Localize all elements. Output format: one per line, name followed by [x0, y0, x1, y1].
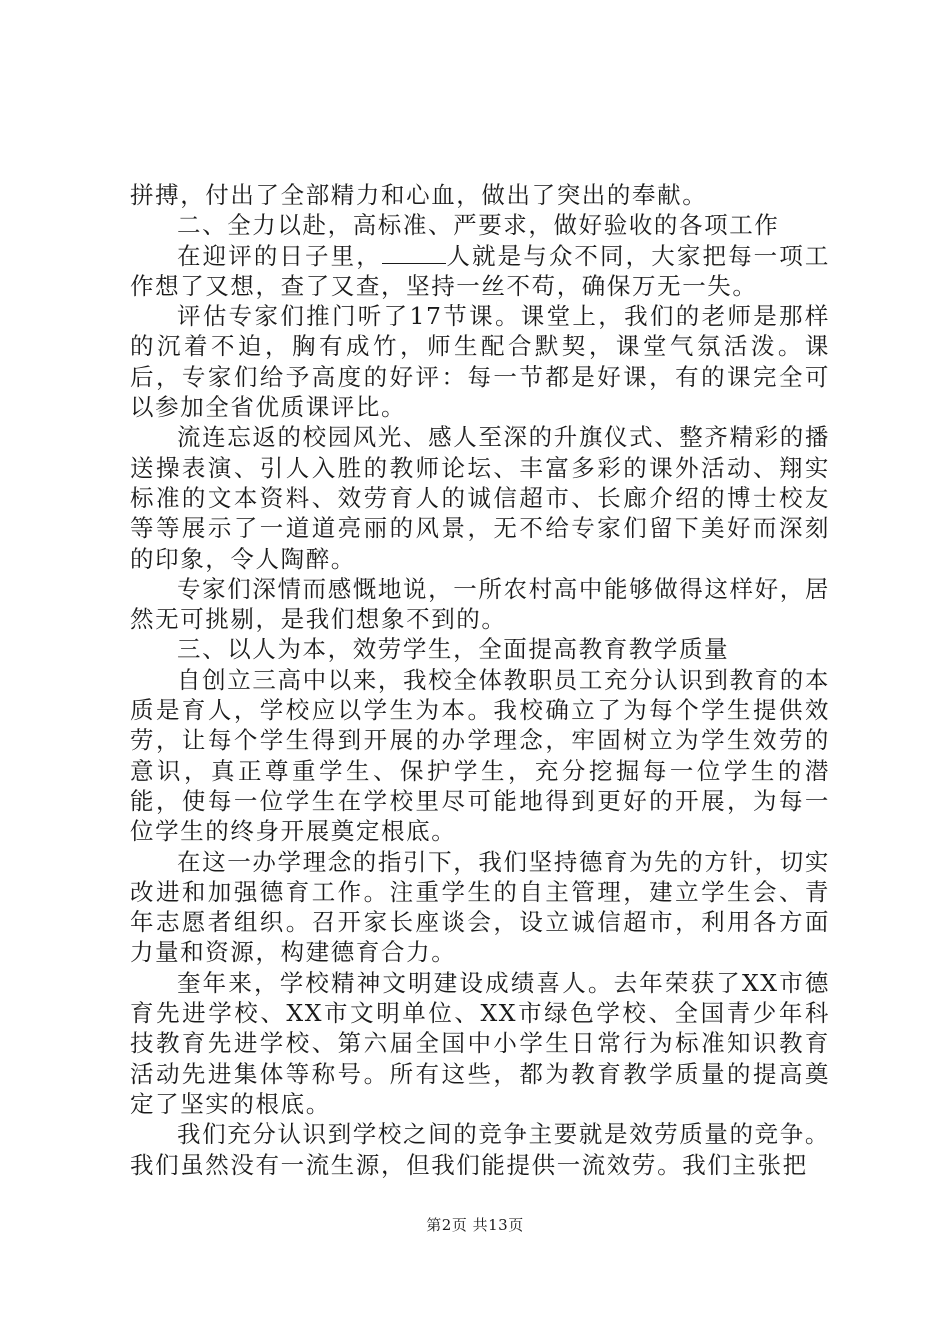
section-heading-3: 三、以人为本，效劳学生，全面提高教育教学质量 — [177, 635, 730, 664]
paragraph-4: 评估专家们推门听了17节课。课堂上，我们的老师是那样的沉着不迫，胸有成竹，师生配合默契，课堂气氛活泼。课后，专家们给予高度的好评：每一节都是好课，有的课完全可以参加全省优质课评比。 — [130, 302, 830, 422]
paragraph-6: 专家们深情而感慨地说，一所农村高中能够做得这样好，居然无可挑剔，是我们想象不到的。 — [130, 574, 830, 634]
paragraph-11: 我们充分认识到学校之间的竞争主要就是效劳质量的竞争。我们虽然没有一流生源，但我们能提供一流效劳。我们主张把 — [130, 1120, 830, 1179]
paragraph-3 — [130, 241, 830, 302]
section-heading-2: 二、全力以赴，高标准、严要求，做好验收的各项工作 — [177, 211, 780, 240]
paragraph-3-end: 人就是与众不同，大家把每一项工作想了又想，查了又查，坚持一丝不苟，确保万无一失。 — [130, 241, 830, 300]
paragraph-5: 流连忘返的校园风光、感人至深的升旗仪式、整齐精彩的播送操表演、引人入胜的教师论坛、丰富多彩的课外活动、翔实标准的文本资料、效劳育人的诚信超市、长廊介绍的博士校友等等展示了一道道亮丽的风景，无不给专家们留下美好而深刻的印象，令人陶醉。 — [130, 423, 830, 573]
paragraph-9: 在这一办学理念的指引下，我们坚持德育为先的方针，切实改进和加强德育工作。注重学生的自主管理，建立学生会、青年志愿者组织。召开家长座谈会，设立诚信超市，利用各方面力量和资源，构建德育合力。 — [130, 847, 830, 967]
fill-in-blank — [382, 243, 446, 264]
paragraph-1: 拼搏，付出了全部精力和心血，做出了突出的奉献。 — [130, 181, 708, 209]
document-body — [130, 180, 830, 1180]
paragraph-3-start: 在迎评的日子里， — [177, 241, 382, 270]
paragraph-10: 奎年来，学校精神文明建设成绩喜人。去年荣获了XX市德育先进学校、XX市文明单位、XX市绿色学校、全国青少年科技教育先进学校、第六届全国中小学生日常行为标准知识教育活动先进集体等称号。所有这些，都为教育教学质量的提高奠定了坚实的根底。 — [130, 968, 830, 1118]
page-number-footer: 第2页 共13页 — [426, 1216, 524, 1234]
paragraph-8: 自创立三高中以来，我校全体教职员工充分认识到教育的本质是育人，学校应以学生为本。我校确立了为每个学生提供效劳，让每个学生得到开展的办学理念，牢固树立为学生效劳的意识，真正尊重学生、保护学生，充分挖掘每一位学生的潜能，使每一位学生在学校里尽可能地得到更好的开展，为每一位学生的终身开展奠定根底。 — [130, 665, 830, 846]
